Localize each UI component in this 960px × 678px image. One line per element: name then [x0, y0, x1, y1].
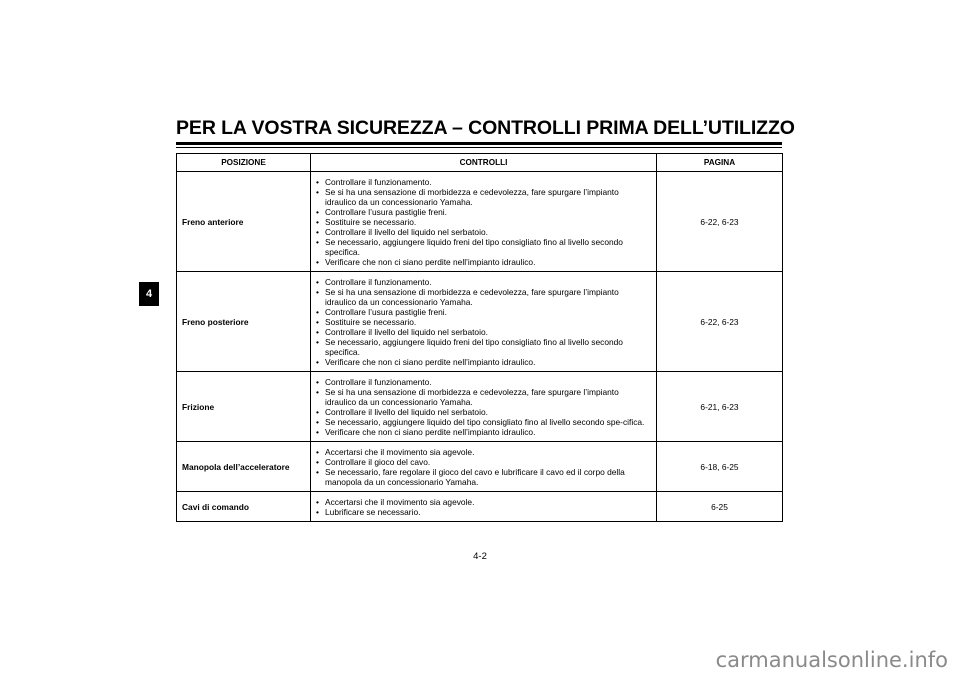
check-item: • Verificare che non ci siano perdite nell’impianto idraulico.	[315, 427, 652, 437]
check-item: • Lubrificare se necessario.	[315, 507, 652, 517]
check-item: • Se necessario, aggiungere liquido freni del tipo consigliato fino al livello secondo specifica.	[315, 337, 652, 357]
table-header-row	[177, 154, 783, 172]
chapter-tab	[139, 282, 159, 306]
row-position: Freno posteriore	[177, 272, 311, 372]
header-page: PAGINA	[657, 154, 783, 172]
check-item: • Controllare il funzionamento.	[315, 277, 652, 287]
check-item: • Sostituire se necessario.	[315, 317, 652, 327]
row-page: 6-21, 6-23	[657, 372, 783, 442]
row-checks	[311, 492, 657, 522]
check-item: • Accertarsi che il movimento sia agevole.	[315, 447, 652, 457]
check-item: • Controllare il gioco del cavo.	[315, 457, 652, 467]
chapter-number: 4	[145, 288, 153, 300]
check-item: • Controllare il livello del liquido nel serbatoio.	[315, 227, 652, 237]
header-position: POSIZIONE	[177, 154, 311, 172]
page-title: PER LA VOSTRA SICUREZZA – CONTROLLI PRIMA DELL’UTILIZZO	[176, 117, 795, 139]
check-item: • Verificare che non ci siano perdite nell’impianto idraulico.	[315, 257, 652, 267]
check-item: • Se si ha una sensazione di morbidezza e cedevolezza, fare spurgare l’impianto idraulico da un concessionario Yamaha.	[315, 187, 652, 207]
check-item: • Controllare il funzionamento.	[315, 377, 652, 387]
title-rule-thick	[176, 142, 782, 145]
watermark: carmanualsonline.info	[715, 648, 948, 672]
check-item: • Se necessario, aggiungere liquido freni del tipo consigliato fino al livello secondo specifica.	[315, 237, 652, 257]
row-position: Freno anteriore	[177, 172, 311, 272]
check-item: • Accertarsi che il movimento sia agevole.	[315, 497, 652, 507]
title-rule-thin	[176, 147, 782, 148]
check-item: • Controllare il funzionamento.	[315, 177, 652, 187]
check-item: • Controllare il livello del liquido nel serbatoio.	[315, 407, 652, 417]
row-checks	[311, 442, 657, 492]
check-item: • Se si ha una sensazione di morbidezza e cedevolezza, fare spurgare l’impianto idraulico da un concessionario Yamaha.	[315, 287, 652, 307]
row-page: 6-18, 6-25	[657, 442, 783, 492]
row-page: 6-25	[657, 492, 783, 522]
table-row	[177, 172, 783, 272]
row-checks	[311, 172, 657, 272]
row-checks	[311, 372, 657, 442]
table-row	[177, 442, 783, 492]
check-item: • Sostituire se necessario.	[315, 217, 652, 227]
page-number: 4-2	[473, 551, 487, 562]
check-item: • Se si ha una sensazione di morbidezza e cedevolezza, fare spurgare l’impianto idraulico da un concessionario Yamaha.	[315, 387, 652, 407]
header-checks: CONTROLLI	[311, 154, 657, 172]
pre-operation-checks-table	[176, 153, 783, 522]
row-checks	[311, 272, 657, 372]
row-page: 6-22, 6-23	[657, 272, 783, 372]
table-row	[177, 372, 783, 442]
check-item: • Controllare l’usura pastiglie freni.	[315, 207, 652, 217]
table-row	[177, 272, 783, 372]
table-row	[177, 492, 783, 522]
row-position: Manopola dell’acceleratore	[177, 442, 311, 492]
check-item: • Verificare che non ci siano perdite nell’impianto idraulico.	[315, 357, 652, 367]
row-position: Frizione	[177, 372, 311, 442]
row-position: Cavi di comando	[177, 492, 311, 522]
check-item: • Controllare il livello del liquido nel serbatoio.	[315, 327, 652, 337]
check-item: • Controllare l’usura pastiglie freni.	[315, 307, 652, 317]
check-item: • Se necessario, aggiungere liquido del tipo consigliato fino al livello secondo spe-cifica.	[315, 417, 652, 427]
check-item: • Se necessario, fare regolare il gioco del cavo e lubrificare il cavo ed il corpo della manopola da un concessionario Yamaha.	[315, 467, 652, 487]
row-page: 6-22, 6-23	[657, 172, 783, 272]
